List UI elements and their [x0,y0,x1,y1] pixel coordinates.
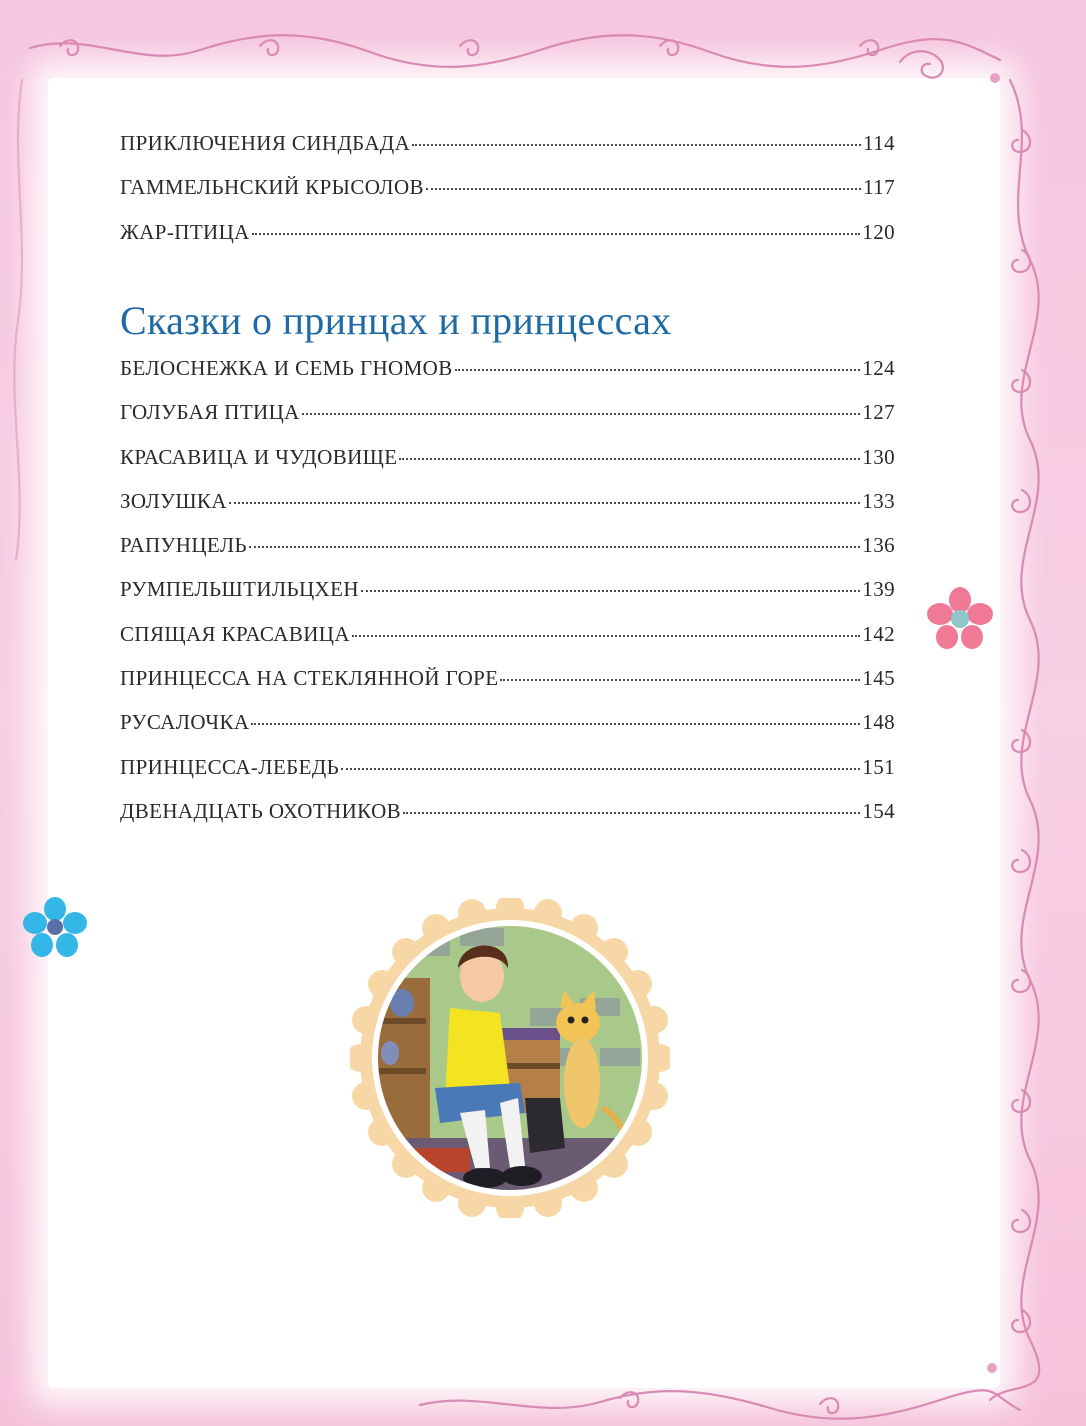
dot-leader [252,233,861,235]
toc-entry[interactable] [120,356,895,400]
toc-entry-title: ДВЕНАДЦАТЬ ОХОТНИКОВ [120,798,402,823]
toc-group-2 [120,298,895,843]
toc-entry[interactable] [120,710,895,754]
toc-entry-page: 151 [862,754,895,779]
toc-entry[interactable] [120,577,895,621]
toc-entry-title: ЖАР-ПТИЦА [120,219,250,244]
toc-entry[interactable] [120,799,895,843]
toc-entry-page: 117 [863,175,895,200]
toc-entry[interactable] [120,622,895,666]
toc-group-1 [120,131,895,264]
dot-leader [302,413,861,415]
toc-entry-page: 133 [862,488,895,513]
toc-entry-title: БЕЛОСНЕЖКА И СЕМЬ ГНОМОВ [120,356,453,380]
toc-entry[interactable] [120,400,895,444]
dot-leader [251,723,860,725]
flower-icon [926,586,994,650]
toc-entry[interactable] [120,489,895,533]
toc-entry-title: СПЯЩАЯ КРАСАВИЦА [120,621,350,646]
prince-and-cat-illustration [350,898,670,1218]
dot-leader [399,458,860,460]
toc-entry[interactable] [120,131,895,175]
toc-entry-page: 154 [862,798,895,823]
toc-entry-page: 124 [862,356,895,380]
toc-entry[interactable] [120,533,895,577]
toc-entry[interactable] [120,220,895,264]
toc-entry-title: ЗОЛУШКА [120,488,227,513]
toc-entry[interactable] [120,175,895,219]
dot-leader [412,144,861,146]
toc-entry-title: ГАММЕЛЬНСКИЙ КРЫСОЛОВ [120,175,424,200]
toc-entry-page: 120 [862,219,895,244]
toc-entry-title: ПРИНЦЕССА НА СТЕКЛЯННОЙ ГОРЕ [120,666,499,691]
dot-leader [361,590,860,592]
toc-entry-title: ПРИНЦЕССА-ЛЕБЕДЬ [120,754,340,779]
dot-leader [249,546,860,548]
toc-entry-page: 148 [862,710,895,735]
toc-entry[interactable] [120,755,895,799]
section-heading: Сказки о принцах и принцессах [120,298,672,343]
toc-entry-title: РАПУНЦЕЛЬ [120,533,247,558]
toc-entry[interactable] [120,666,895,710]
toc-entry-page: 136 [862,533,895,558]
dot-leader [455,369,861,371]
toc-entry-page: 142 [862,621,895,646]
toc-entry-title: ПРИКЛЮЧЕНИЯ СИНДБАДА [120,131,411,155]
toc-entry-page: 114 [863,131,895,155]
dot-leader [500,679,860,681]
toc-entry-page: 127 [862,400,895,425]
dot-leader [426,188,861,190]
toc-entry-title: РУСАЛОЧКА [120,710,250,735]
flower-icon [22,896,88,958]
toc-entry-title: ГОЛУБАЯ ПТИЦА [120,400,300,425]
toc-entry-page: 139 [862,577,895,602]
dot-leader [341,768,860,770]
dot-leader [352,635,860,637]
toc-entry-title: КРАСАВИЦА И ЧУДОВИЩЕ [120,444,398,469]
toc-entry-page: 145 [862,666,895,691]
toc-entry[interactable] [120,445,895,489]
dot-leader [229,502,860,504]
toc-entry-title: РУМПЕЛЬШТИЛЬЦХЕН [120,577,359,602]
dot-leader [403,812,860,814]
toc-entry-page: 130 [862,444,895,469]
